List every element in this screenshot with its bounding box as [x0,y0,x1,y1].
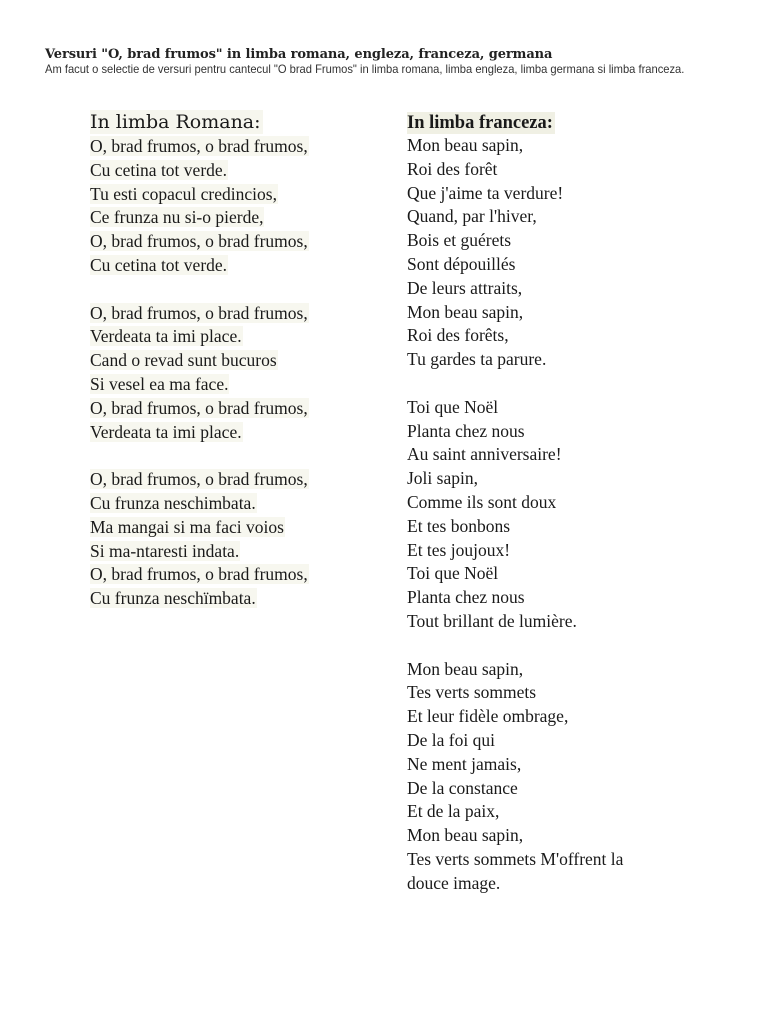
lyric-line-text: De la foi qui [407,729,495,750]
lyric-line-text: Cu frunza neschïmbata. [90,588,256,609]
lyric-line-text: Joli sapin, [407,468,478,489]
romanian-stanzas [90,135,309,611]
document-title: Versuri "O, brad frumos" in limba romana, engleza, franceza, germana [45,47,553,62]
lyric-line-text: De leurs attraits, [407,277,523,298]
stanza [407,134,624,372]
lyric-line-text: Mon beau sapin, [407,658,524,679]
lyric-line-text: Cand o revad sunt bucuros [90,350,277,371]
lyric-line [90,230,309,254]
stanza [90,302,309,445]
lyric-line-text: Cu cetina tot verde. [90,254,228,275]
lyric-line [90,254,309,278]
lyric-line-text: Toi que Noël [407,563,499,584]
lyric-line-text: Et tes bonbons [407,515,511,536]
lyric-line [407,301,624,325]
lyric-line-text: Que j'aime ta verdure! [407,182,564,203]
lyric-line [407,824,624,848]
romanian-lyrics-column [90,110,309,611]
lyric-line-text: Planta chez nous [407,420,525,441]
lyric-line [407,158,624,182]
lyric-line [407,467,624,491]
lyric-line [407,539,624,563]
french-lyrics-column [407,112,624,896]
lyric-line [407,800,624,824]
lyric-line-text: Comme ils sont doux [407,491,557,512]
lyric-line-text: Tes verts sommets [407,682,537,703]
lyric-line-text: Quand, par l'hiver, [407,206,537,227]
lyric-line-text: Mon beau sapin, [407,301,524,322]
lyric-line-text: Mon beau sapin, [407,825,524,846]
lyric-line [407,229,624,253]
lyric-line-text: Et tes joujoux! [407,539,511,560]
lyric-line [90,325,309,349]
lyric-line-text: O, brad frumos, o brad frumos, [90,564,308,585]
lyric-line-text: De la constance [407,777,518,798]
lyric-line [90,492,309,516]
lyric-line [407,872,624,896]
lyric-line [407,277,624,301]
lyric-line [407,182,624,206]
lyric-line-text: douce image. [407,872,501,893]
lyric-line-text: Et de la paix, [407,801,500,822]
lyric-line [90,421,309,445]
stanza [407,658,624,896]
lyric-line-text: O, brad frumos, o brad frumos, [90,136,308,156]
document-header [45,46,735,75]
stanza [90,135,309,278]
lyric-line-text: Si vesel ea ma face. [90,373,229,394]
lyric-line [407,562,624,586]
lyric-line [407,253,624,277]
lyric-line-text: Tu esti copacul credincios, [90,183,277,204]
lyric-line-text: Tu gardes ta parure. [407,349,547,370]
lyric-line [90,516,309,540]
lyric-line-text: Sont dépouillés [407,253,516,274]
french-heading: In limba franceza: [407,113,553,133]
lyric-line [407,681,624,705]
lyric-line [407,610,624,634]
stanza-gap [90,444,309,468]
document-intro: Am facut o selectie de versuri pentru cantecul "O brad Frumos" in limba romana, limba engleza, limba germana si limba franceza. [45,62,685,76]
lyric-line [407,205,624,229]
stanza [407,396,624,634]
lyric-line-text: Verdeata ta imi place. [90,326,242,347]
lyric-line [90,373,309,397]
lyric-line-text: O, brad frumos, o brad frumos, [90,231,308,252]
lyric-line [90,135,309,159]
lyric-line [407,729,624,753]
lyric-line [407,777,624,801]
stanza-gap [90,278,309,302]
lyric-line-text: Mon beau sapin, [407,135,524,155]
lyric-line [90,540,309,564]
stanza [90,468,309,611]
lyric-line [90,159,309,183]
lyric-line-text: Cu frunza neschimbata. [90,492,256,513]
lyric-line [407,586,624,610]
lyric-line [407,134,624,158]
lyric-line-text: Planta chez nous [407,587,525,608]
lyric-line-text: O, brad frumos, o brad frumos, [90,302,308,323]
lyric-line-text: Si ma-ntaresti indata. [90,540,240,561]
lyric-line [407,753,624,777]
lyric-line-text: O, brad frumos, o brad frumos, [90,469,308,490]
lyric-line [90,563,309,587]
lyric-line-text: Au saint anniversaire! [407,444,562,465]
lyric-line-text: O, brad frumos, o brad frumos, [90,397,308,418]
lyric-line [407,658,624,682]
lyric-line [407,705,624,729]
lyric-line [407,324,624,348]
lyric-line-text: Verdeata ta imi place. [90,421,242,442]
french-stanzas [407,134,624,896]
lyric-line-text: Tout brillant de lumière. [407,610,577,631]
lyric-line [90,183,309,207]
lyric-line [90,302,309,326]
lyric-line [90,468,309,492]
lyric-line [90,587,309,611]
lyric-line [90,349,309,373]
lyric-line [90,206,309,230]
lyric-line-text: Et leur fidèle ombrage, [407,706,569,727]
lyric-line-text: Toi que Noël [407,396,499,417]
stanza-gap [407,634,624,658]
stanza-gap [407,372,624,396]
lyric-line [407,348,624,372]
lyric-line [90,397,309,421]
lyric-line [407,396,624,420]
lyric-line-text: Tes verts sommets M'offrent la [407,848,624,869]
lyric-line-text: Ma mangai si ma faci voios [90,516,284,537]
lyric-line-text: Ce frunza nu si-o pierde, [90,207,264,228]
lyric-line-text: Cu cetina tot verde. [90,159,228,180]
lyric-line-text: Ne ment jamais, [407,753,522,774]
lyric-line-text: Roi des forêts, [407,325,509,346]
lyric-line [407,491,624,515]
lyric-line-text: Roi des forêt [407,158,498,179]
lyric-line [407,848,624,872]
lyric-line-text: Bois et guérets [407,230,512,251]
lyric-line [407,515,624,539]
lyric-line [407,420,624,444]
romanian-heading: In limba Romana: [90,111,261,133]
lyric-line [407,443,624,467]
